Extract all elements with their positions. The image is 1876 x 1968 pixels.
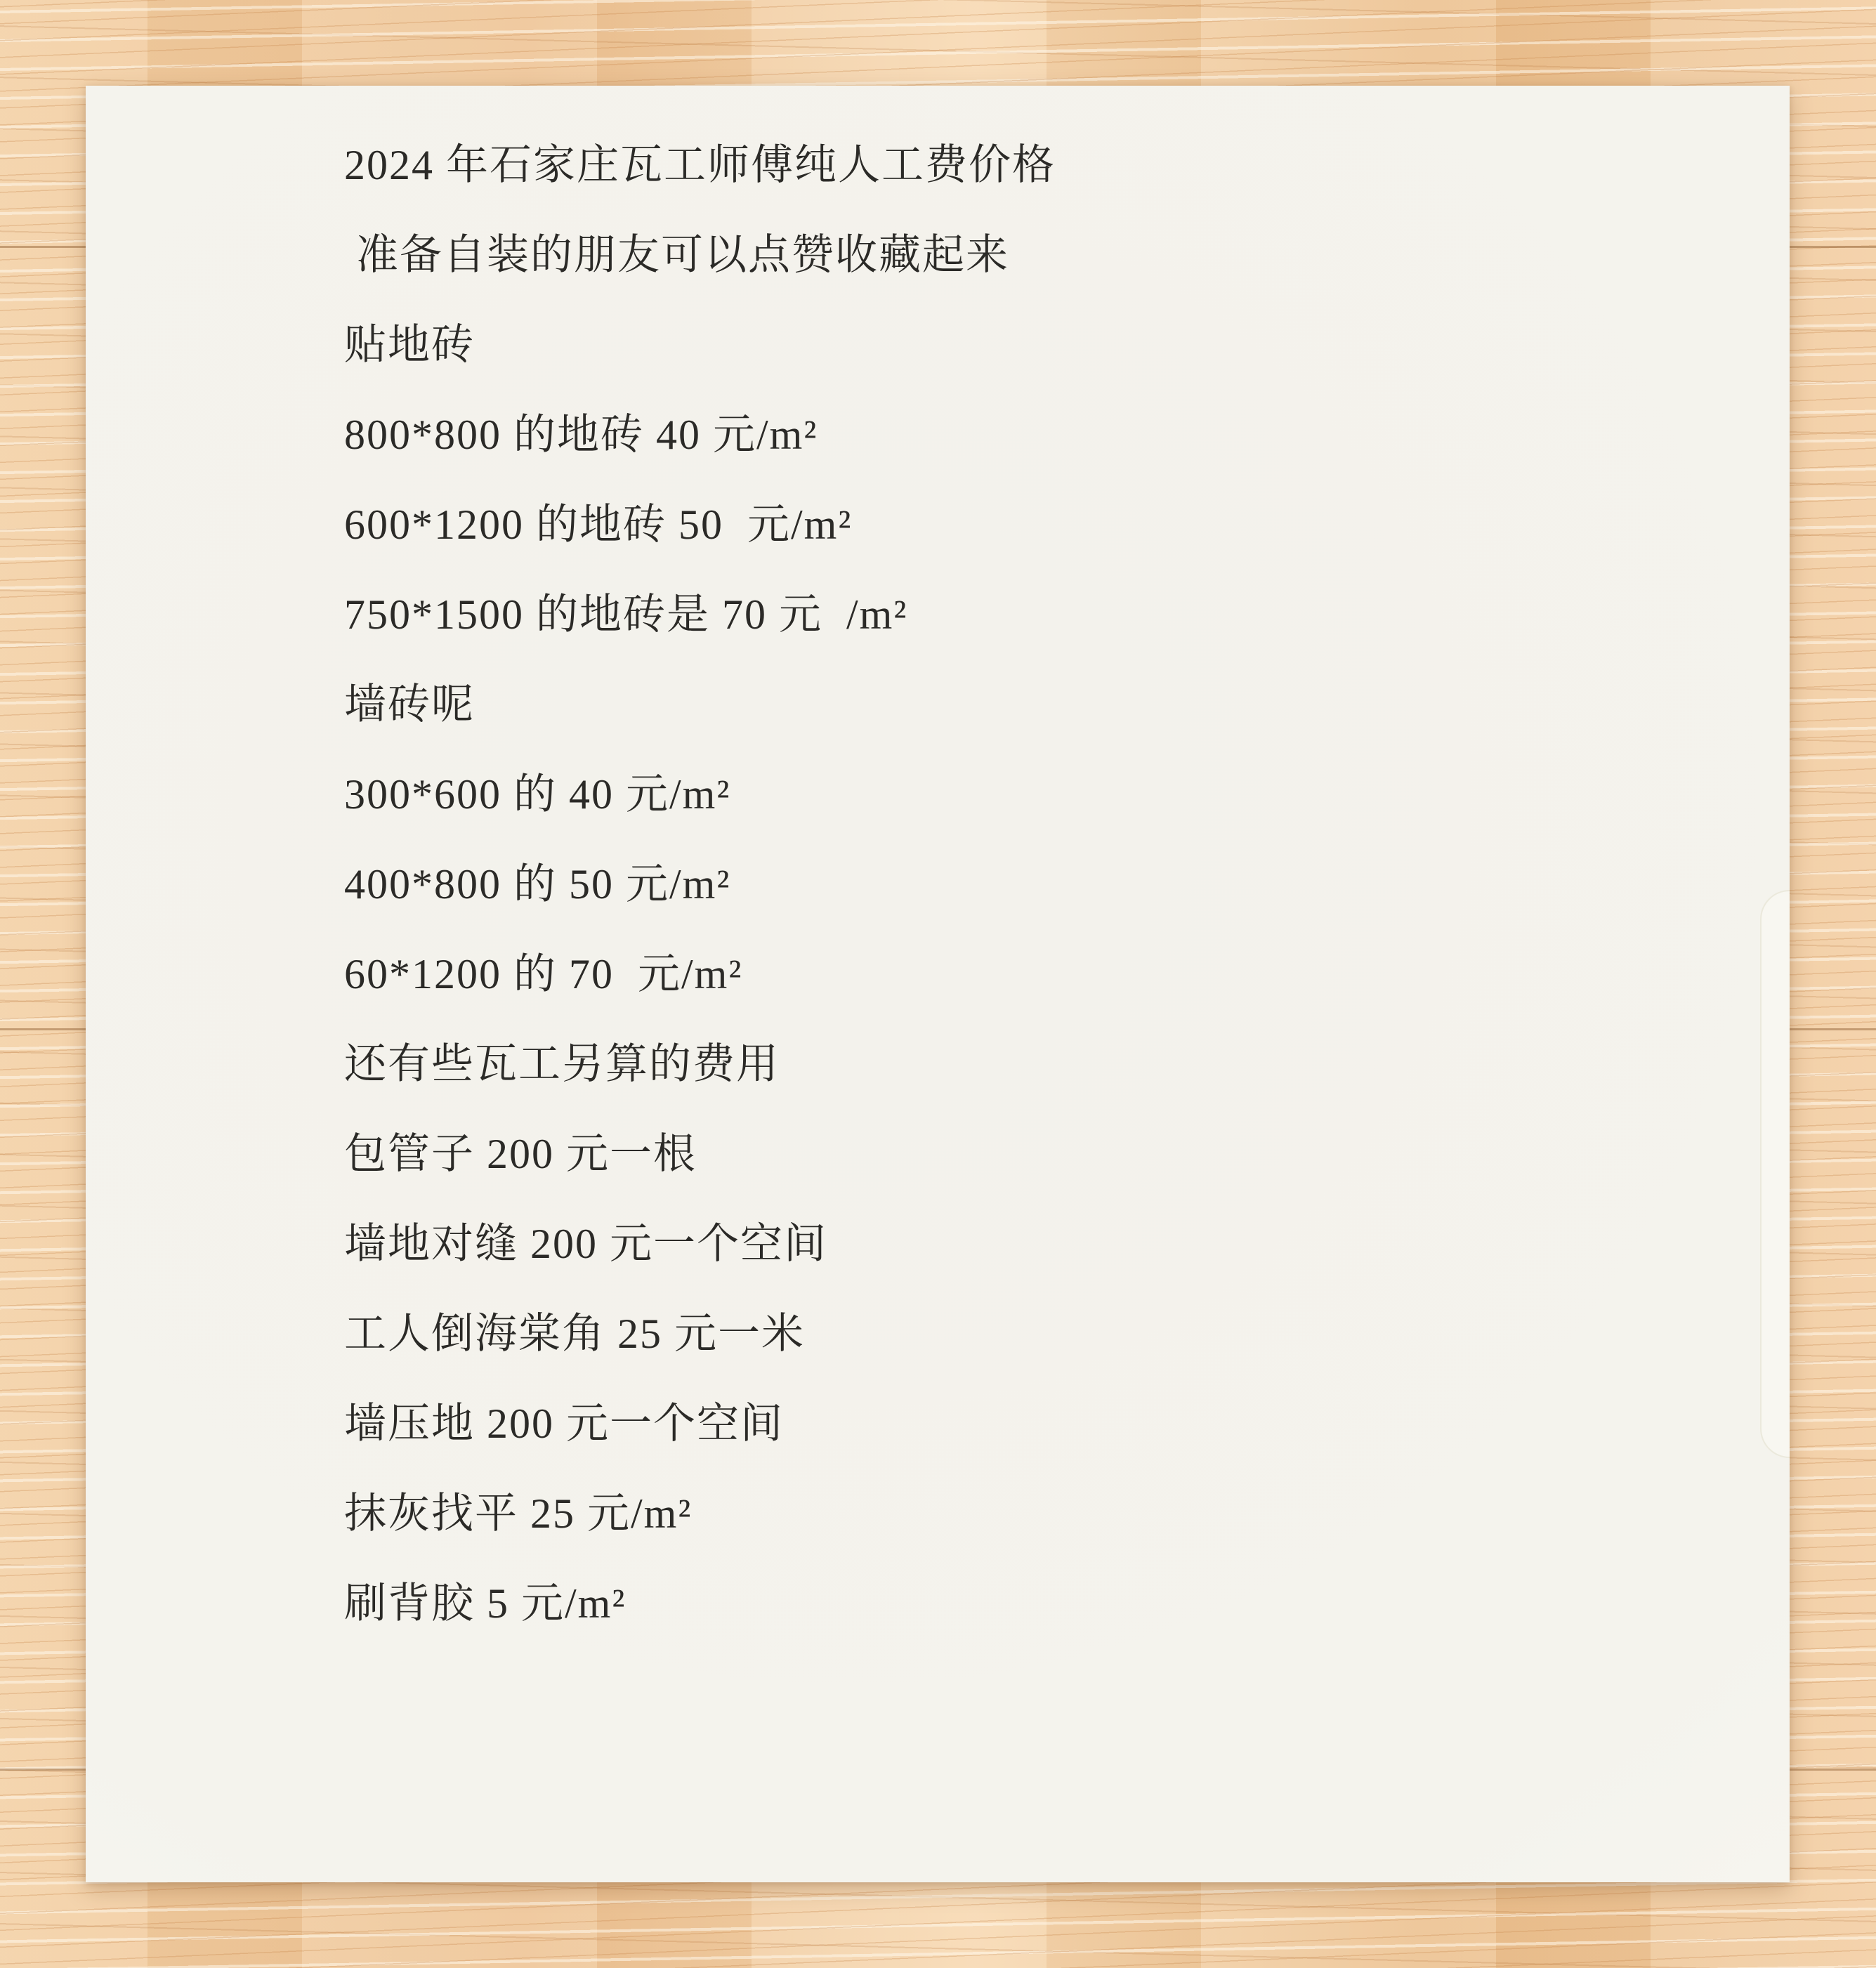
text-line: 300*600 的 40 元/m²: [344, 771, 731, 818]
text-line: 刷背胶 5 元/m²: [344, 1580, 627, 1627]
page-title: 2024 年石家庄瓦工师傅纯人工费价格: [344, 142, 1056, 188]
text-line: 750*1500 的地砖是 70 元 /m²: [344, 591, 908, 638]
document-text-block: [344, 120, 1691, 1648]
scrollbar-thumb[interactable]: [1760, 890, 1790, 1458]
text-line: 60*1200 的 70 元/m²: [344, 951, 743, 997]
section-heading-wall-tile: 墙砖呢: [344, 681, 475, 728]
text-line: 工人倒海棠角 25 元一米: [344, 1311, 805, 1357]
text-line: 400*800 的 50 元/m²: [344, 861, 731, 907]
subtitle: 准备自装的朋友可以点赞收藏起来: [344, 232, 1009, 278]
text-line: 600*1200 的地砖 50 元/m²: [344, 501, 853, 548]
text-line: 800*800 的地砖 40 元/m²: [344, 412, 818, 458]
text-line: 抹灰找平 25 元/m²: [344, 1490, 693, 1537]
section-heading-extra-fees: 还有些瓦工另算的费用: [344, 1041, 780, 1087]
price-list-document: [86, 86, 1790, 1882]
text-line: 墙压地 200 元一个空间: [344, 1400, 784, 1447]
text-line: 墙地对缝 200 元一个空间: [344, 1221, 827, 1267]
text-line: 包管子 200 元一根: [344, 1131, 697, 1177]
section-heading-floor-tile: 贴地砖: [344, 322, 475, 368]
